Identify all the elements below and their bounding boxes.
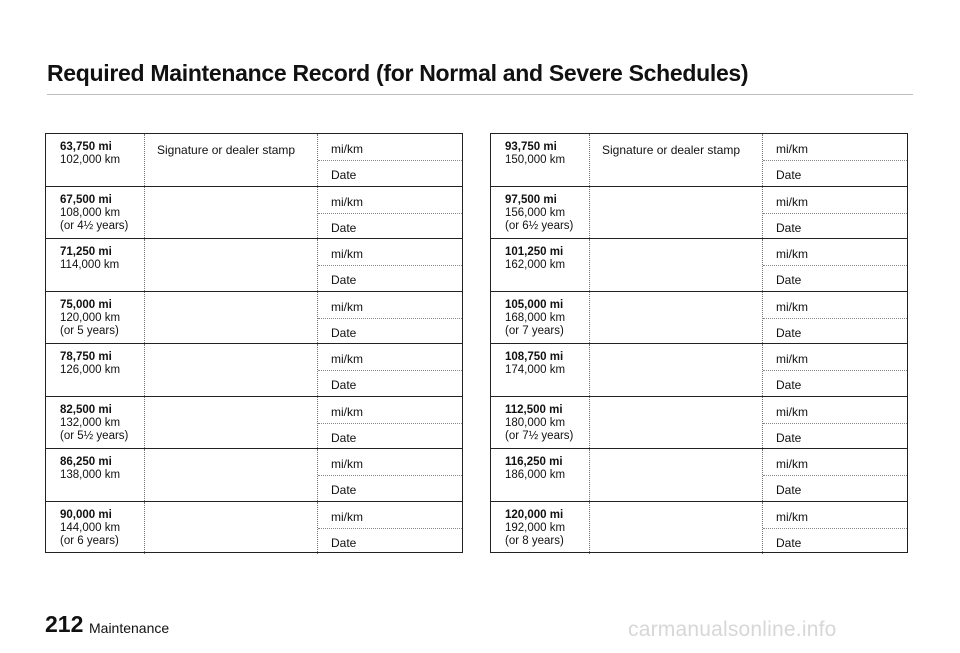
km-value: 180,000 km [505,416,566,429]
miles-value: 75,000 mi [60,298,112,311]
signature-field[interactable] [589,187,763,239]
mileage-cell [505,404,573,443]
km-value: 132,000 km [60,416,121,429]
date-field[interactable]: Date [331,325,357,340]
table-row [491,344,907,397]
signature-field[interactable] [144,239,318,291]
miles-value: 78,750 mi [60,351,112,363]
miles-value: 97,500 mi [505,193,557,206]
field-divider [763,475,907,476]
table-row [46,187,462,240]
km-value: 120,000 km [60,311,121,324]
mi-km-field[interactable]: mi/km [776,404,808,419]
field-divider [318,160,462,161]
mileage-cell [60,194,128,233]
date-field[interactable]: Date [331,378,357,392]
field-divider [763,318,907,319]
title-divider [47,94,913,95]
date-field[interactable]: Date [776,378,802,392]
page-title: Required Maintenance Record (for Normal and Severe Schedules) [47,60,749,86]
miles-value: 108,750 mi [505,351,564,363]
mileage-cell [60,351,120,377]
mileage-cell [60,299,120,338]
table-row [491,397,907,450]
page-number: 212 [45,611,84,637]
table-row [491,292,907,345]
date-field[interactable]: Date [776,430,802,445]
maintenance-table-right [490,133,908,553]
table-row [491,502,907,555]
table-row [46,292,462,345]
table-row [491,187,907,240]
mi-km-field[interactable]: mi/km [331,194,363,209]
signature-field[interactable] [144,292,318,344]
km-value: 162,000 km [505,259,566,271]
table-row [46,239,462,292]
mi-km-field[interactable]: mi/km [331,509,363,524]
maintenance-table-left [45,133,463,553]
miles-value: 101,250 mi [505,246,564,258]
years-value: (or 8 years) [505,534,564,547]
mi-km-field[interactable]: mi/km [776,194,808,209]
km-value: 156,000 km [505,206,566,219]
signature-field[interactable] [589,449,763,501]
km-value: 138,000 km [60,469,121,481]
mi-km-field[interactable]: mi/km [331,142,363,156]
mileage-cell [505,456,565,482]
table-row [491,449,907,502]
signature-field[interactable] [589,292,763,344]
table-row [491,239,907,292]
km-value: 168,000 km [505,311,566,324]
mileage-cell [60,456,120,482]
mileage-cell [505,194,573,233]
field-divider [318,213,462,214]
field-divider [318,475,462,476]
km-value: 192,000 km [505,521,566,534]
miles-value: 82,500 mi [60,403,112,416]
table-row [491,134,907,187]
date-field[interactable]: Date [776,325,802,340]
mileage-cell [505,299,565,338]
field-divider [318,265,462,266]
signature-field[interactable] [144,502,318,555]
date-field[interactable]: Date [331,273,357,287]
km-value: 150,000 km [505,154,566,166]
miles-value: 63,750 mi [60,141,112,153]
years-value: (or 5 years) [60,324,119,337]
mileage-cell [505,351,565,377]
miles-value: 67,500 mi [60,193,112,206]
table-row [46,344,462,397]
signature-field[interactable] [144,397,318,449]
date-field[interactable]: Date [331,168,357,182]
date-field[interactable]: Date [776,168,802,182]
field-divider [763,528,907,529]
field-divider [318,370,462,371]
mi-km-field[interactable]: mi/km [776,247,808,261]
mi-km-field[interactable]: mi/km [331,404,363,419]
mi-km-field[interactable]: mi/km [331,457,363,471]
km-value: 144,000 km [60,521,121,534]
signature-field[interactable] [589,397,763,449]
mileage-cell [505,509,565,548]
miles-value: 71,250 mi [60,246,112,258]
field-divider [318,528,462,529]
km-value: 174,000 km [505,364,566,376]
field-divider [763,423,907,424]
watermark: carmanualsonline.info [628,618,837,641]
date-field[interactable]: Date [776,535,802,550]
mi-km-field[interactable]: mi/km [776,457,808,471]
km-value: 108,000 km [60,206,121,219]
signature-field[interactable] [144,449,318,501]
mi-km-field[interactable]: mi/km [331,299,363,314]
date-field[interactable]: Date [776,220,802,235]
date-field[interactable]: Date [331,220,357,235]
date-field[interactable]: Date [331,483,357,497]
miles-value: 116,250 mi [505,456,563,468]
mi-km-field[interactable]: mi/km [776,509,808,524]
signature-field[interactable] [589,502,763,555]
km-value: 126,000 km [60,364,121,376]
signature-field[interactable] [589,134,763,186]
field-divider [763,265,907,266]
table-row [46,397,462,450]
years-value: (or 7½ years) [505,429,574,442]
miles-value: 105,000 mi [505,298,564,311]
mi-km-field[interactable]: mi/km [776,142,808,156]
signature-field[interactable] [144,134,318,186]
section-name: Maintenance [89,620,170,636]
signature-field[interactable] [144,187,318,239]
date-field[interactable]: Date [776,273,802,287]
miles-value: 86,250 mi [60,456,112,468]
field-divider [763,213,907,214]
signature-header: Signature or dealer stamp [157,143,296,157]
date-field[interactable]: Date [331,535,357,550]
table-row [46,449,462,502]
field-divider [763,160,907,161]
years-value: (or 6 years) [60,534,119,547]
mi-km-field[interactable]: mi/km [331,247,363,261]
miles-value: 112,500 mi [505,403,563,416]
km-value: 102,000 km [60,154,121,166]
km-value: 114,000 km [60,259,120,271]
years-value: (or 5½ years) [60,429,129,442]
signature-header: Signature or dealer stamp [602,143,741,157]
years-value: (or 4½ years) [60,219,129,232]
mi-km-field[interactable]: mi/km [776,352,808,366]
table-row [46,502,462,555]
table-row [46,134,462,187]
mileage-cell [60,141,120,167]
miles-value: 93,750 mi [505,141,557,153]
signature-field[interactable] [589,239,763,291]
field-divider [763,370,907,371]
signature-field[interactable] [144,344,318,396]
mi-km-field[interactable]: mi/km [776,299,808,314]
mileage-cell [505,141,565,167]
date-field[interactable]: Date [776,483,802,497]
signature-field[interactable] [589,344,763,396]
years-value: (or 7 years) [505,324,564,337]
years-value: (or 6½ years) [505,219,574,232]
miles-value: 120,000 mi [505,508,564,521]
mileage-cell [60,509,120,548]
date-field[interactable]: Date [331,430,357,445]
mileage-cell [60,246,119,272]
mileage-cell [505,246,565,272]
field-divider [318,423,462,424]
km-value: 186,000 km [505,469,566,481]
miles-value: 90,000 mi [60,508,112,521]
mileage-cell [60,404,128,443]
mi-km-field[interactable]: mi/km [331,352,363,366]
field-divider [318,318,462,319]
